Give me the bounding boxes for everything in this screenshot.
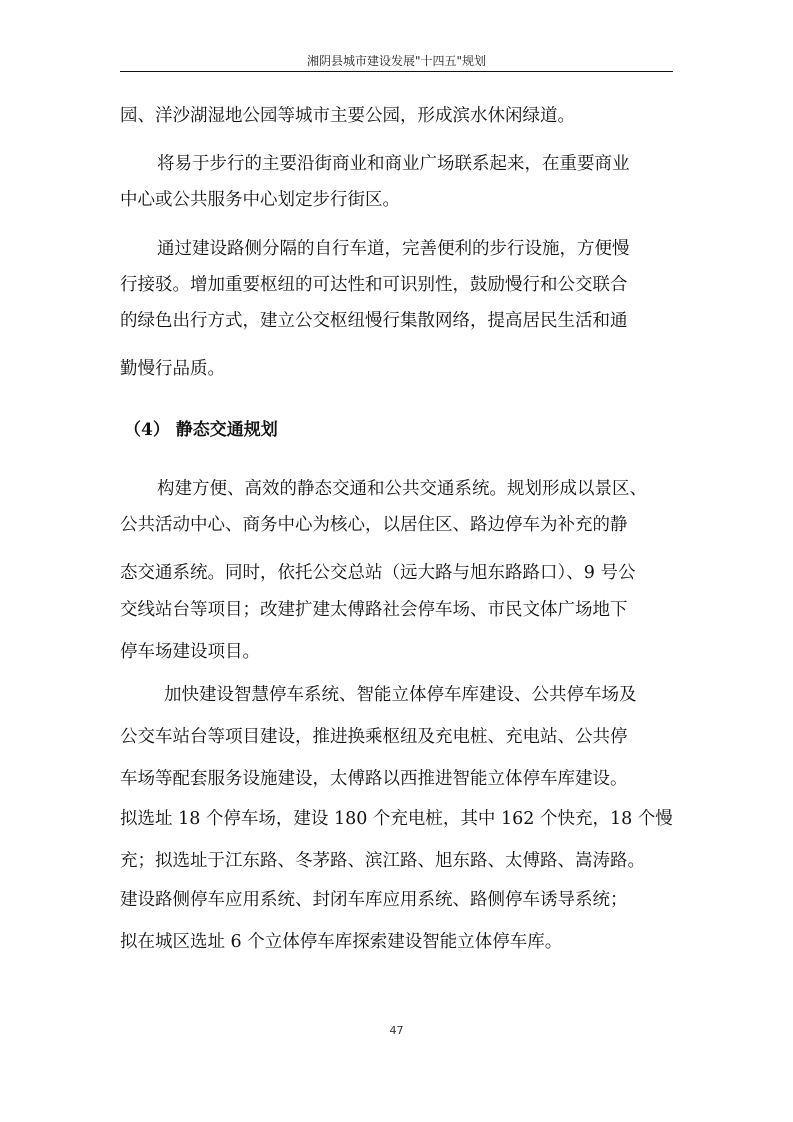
section-heading: （4） 静态交通规划 bbox=[124, 420, 278, 440]
body-line: 行接驳。增加重要枢纽的可达性和可识别性，鼓励慢行和公交联合 bbox=[120, 275, 628, 295]
header-divider bbox=[120, 71, 673, 72]
body-line: 建设路侧停车应用系统、封闭车库应用系统、路侧停车诱导系统； bbox=[120, 890, 628, 910]
body-line: 交线站台等项目；改建扩建太傅路社会停车场、市民文体广场地下 bbox=[120, 600, 628, 620]
body-line: 停车场建设项目。 bbox=[120, 642, 260, 662]
body-line: 拟在城区选址 6 个立体停车库探索建设智能立体停车库。 bbox=[120, 932, 563, 952]
body-line: 态交通系统。同时，依托公交总站（远大路与旭东路路口）、9 号公 bbox=[120, 563, 636, 583]
body-line: 车场等配套服务设施建设，太傅路以西推进智能立体停车库建设。 bbox=[120, 769, 628, 789]
body-line: 构建方便、高效的静态交通和公共交通系统。规划形成以景区、 bbox=[157, 479, 647, 499]
body-line: 拟选址 18 个停车场，建设 180 个充电桩，其中 162 个快充，18 个慢 bbox=[120, 809, 673, 829]
header-title: 湘阴县城市建设发展"十四五"规划 bbox=[306, 54, 487, 68]
body-line: 公交车站台等项目建设，推进换乘枢纽及充电桩、充电站、公共停 bbox=[120, 727, 628, 747]
body-line: 充；拟选址于江东路、冬茅路、滨江路、旭东路、太傅路、嵩涛路。 bbox=[120, 851, 645, 871]
body-line: 将易于步行的主要沿街商业和商业广场联系起来，在重要商业 bbox=[157, 154, 630, 174]
page-number: 47 bbox=[389, 1024, 404, 1037]
body-line: 公共活动中心、商务中心为核心，以居住区、路边停车为补充的静 bbox=[120, 515, 628, 535]
body-line: 的绿色出行方式，建立公交枢纽慢行集散网络，提高居民生活和通 bbox=[120, 311, 628, 331]
body-line: 通过建设路侧分隔的自行车道，完善便利的步行设施，方便慢 bbox=[157, 239, 630, 259]
body-line: 中心或公共服务中心划定步行街区。 bbox=[120, 190, 400, 210]
body-line: 园、洋沙湖湿地公园等城市主要公园，形成滨水休闲绿道。 bbox=[120, 106, 575, 126]
body-line: 勤慢行品质。 bbox=[120, 359, 225, 379]
body-line: 加快建设智慧停车系统、智能立体停车库建设、公共停车场及 bbox=[164, 685, 637, 705]
